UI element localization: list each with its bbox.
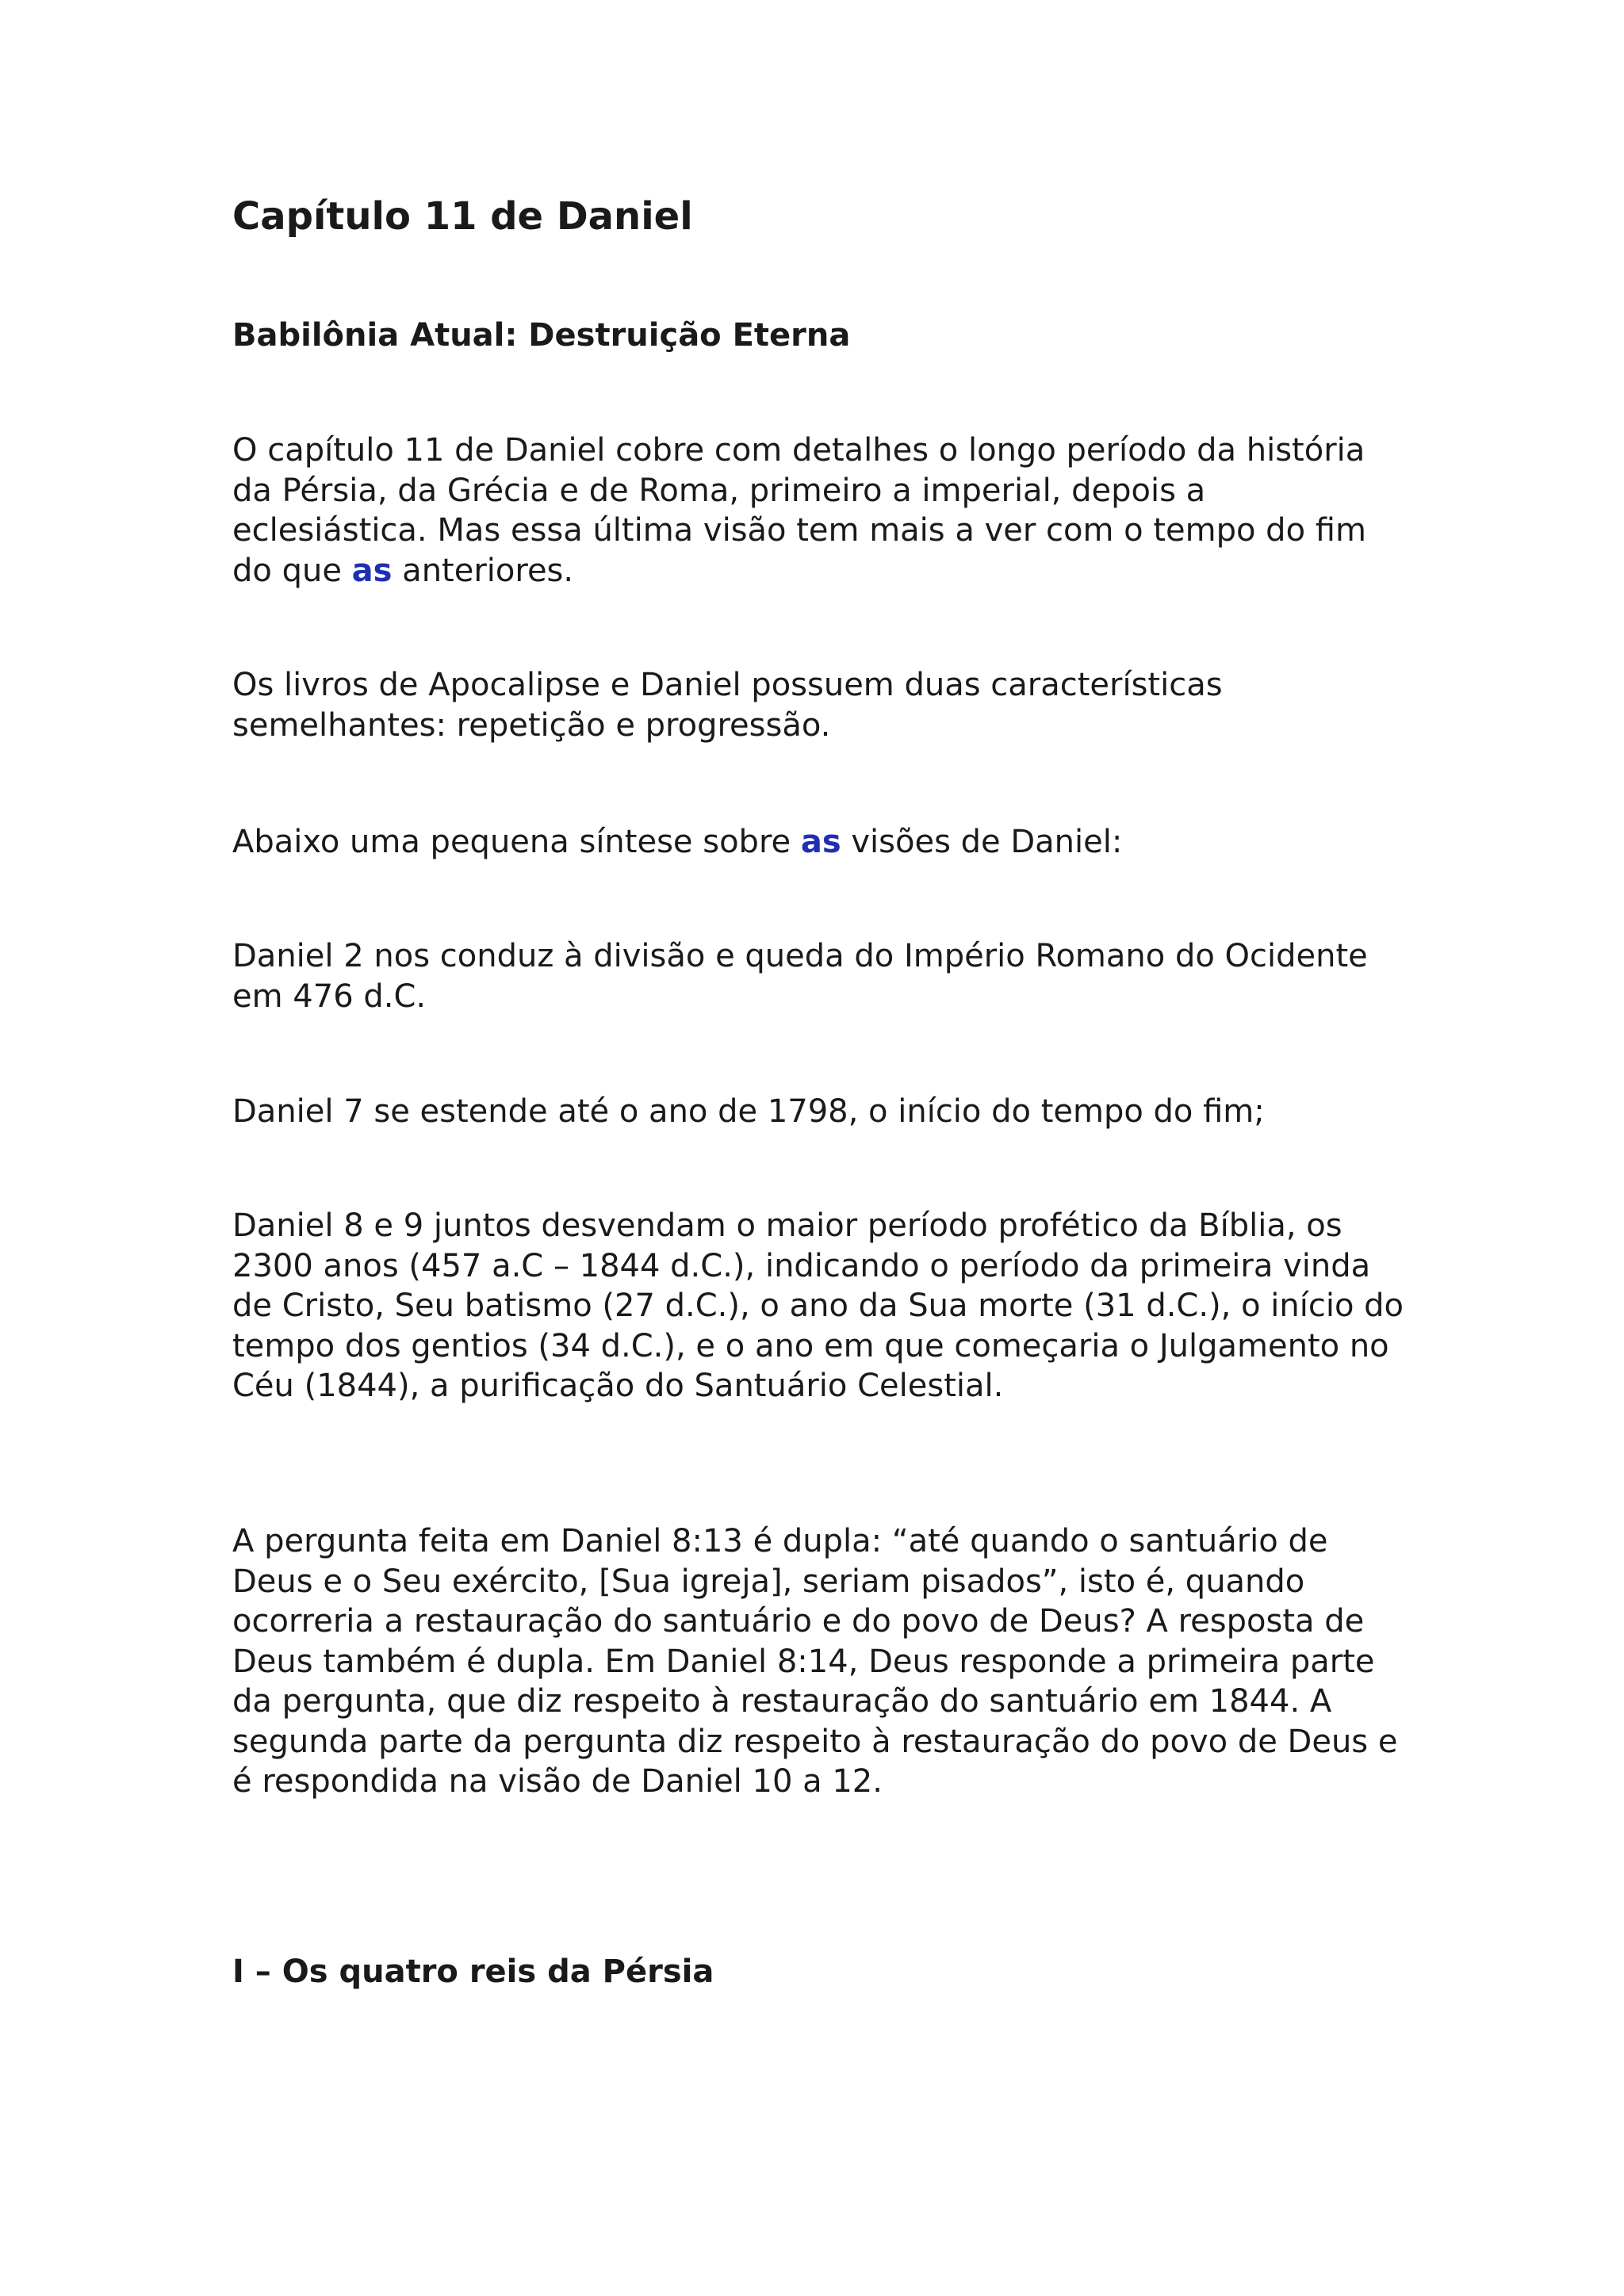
page-title: Capítulo 11 de Daniel xyxy=(232,194,693,239)
paragraph-daniel-2: Daniel 2 nos conduz à divisão e queda do Império Romano do Ocidente em 476 d.C. xyxy=(232,938,1368,1015)
paragraph-daniel-7: Daniel 7 se estende até o ano de 1798, o início do tempo do fim; xyxy=(232,1093,1265,1130)
paragraph-synthesis-text-1: Abaixo uma pequena síntese sobre xyxy=(232,824,801,860)
highlight-word: as xyxy=(800,824,841,860)
paragraph-synthesis xyxy=(232,822,1406,863)
paragraph-synthesis-text-2: visões de Daniel: xyxy=(841,824,1123,860)
paragraph-daniel-8-9: Daniel 8 e 9 juntos desvendam o maior período profético da Bíblia, os 2300 anos (457 a.C – 1844 d.C.), indicando o período da primeira vinda de Cristo, Seu batismo (27 d.C.), o ano da Sua morte (31 d.C.), o início do tempo dos gentios (34 d.C.), e o ano em que começaria o Julgamento no Céu (1844), a purificação do Santuário Celestial. xyxy=(232,1207,1404,1404)
highlight-word: as xyxy=(351,552,393,589)
paragraph-intro-text-2: anteriores. xyxy=(392,552,574,589)
paragraph-characteristics: Os livros de Apocalipse e Daniel possuem duas características semelhantes: repetição e progressão. xyxy=(232,667,1223,744)
paragraph-intro xyxy=(232,430,1406,591)
paragraph-intro-text-1: O capítulo 11 de Daniel cobre com detalhes o longo período da história da Pérsia, da Grécia e de Roma, primeiro a imperial, depois a eclesiástica. Mas essa última visão tem mais a ver com o tempo do fim do que xyxy=(232,432,1366,589)
paragraph-question: A pergunta feita em Daniel 8:13 é dupla: “até quando o santuário de Deus e o Seu exército, [Sua igreja], seriam pisados”, isto é, quando ocorreria a restauração do santuário e do povo de Deus? A resposta de Deus também é dupla. Em Daniel 8:14, Deus responde a primeira parte da pergunta, que diz respeito à restauração do santuário em 1844. A segunda parte da pergunta diz respeito à restauração do povo de Deus e é respondida na visão de Daniel 10 a 12. xyxy=(232,1523,1398,1800)
section-heading: I – Os quatro reis da Pérsia xyxy=(232,1954,714,1990)
page-subtitle: Babilônia Atual: Destruição Eterna xyxy=(232,317,851,354)
